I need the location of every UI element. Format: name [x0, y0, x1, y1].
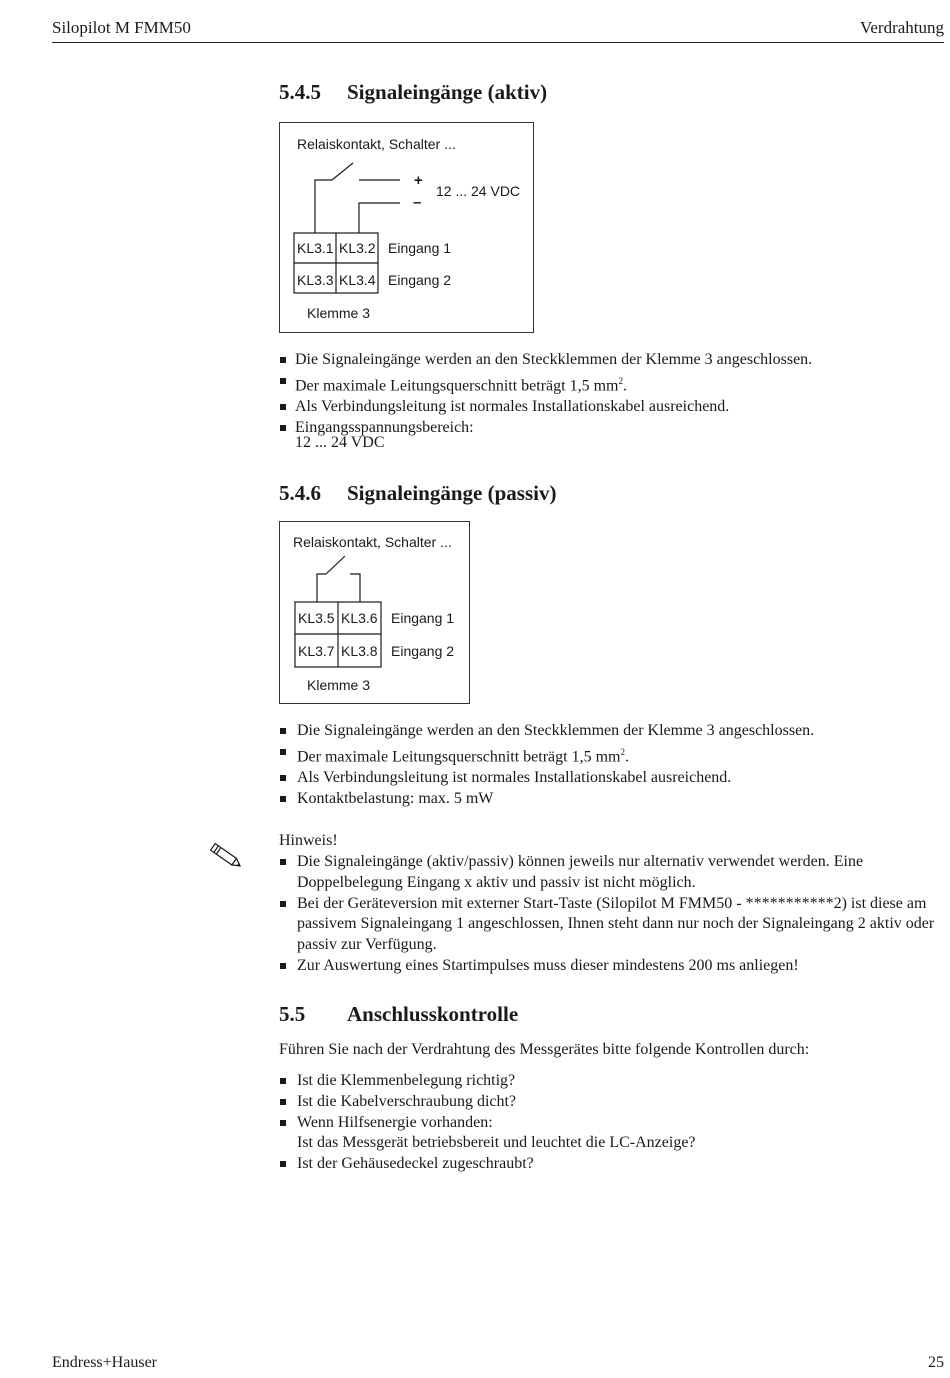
klemme-label: Klemme 3 [307, 677, 371, 693]
input-1-label: Eingang 1 [391, 610, 455, 626]
section-number: 5.4.5 [279, 80, 321, 104]
wire-right [350, 574, 360, 602]
klemme-label: Klemme 3 [307, 305, 371, 321]
list-item: Ist der Gehäusedeckel zugeschraubt? [279, 1154, 696, 1175]
voltage-label: 12 ... 24 VDC [436, 183, 521, 199]
period: . [622, 377, 627, 395]
list-item [279, 1113, 696, 1155]
superscript: 2 [620, 746, 625, 757]
switch-symbol [315, 163, 400, 233]
check-intro: Führen Sie nach der Verdrahtung des Messgerätes bitte folgende Kontrollen durch: [279, 1041, 810, 1058]
terminal-kl34: KL3.4 [339, 272, 376, 288]
list-item: Die Signaleingänge werden an den Steckklemmen der Klemme 3 angeschlossen. [279, 350, 812, 371]
switch-contact [332, 163, 353, 180]
list-item: Ist die Klemmenbelegung richtig? [279, 1071, 696, 1092]
plus-sign: + [414, 172, 423, 189]
section-title: Anschlusskontrolle [347, 1002, 519, 1026]
terminal-kl31: KL3.1 [297, 240, 334, 256]
superscript: 2 [618, 375, 623, 386]
minus-sign: – [413, 194, 422, 211]
section-number: 5.5 [279, 1002, 306, 1026]
list-item: Ist die Kabelverschraubung dicht? [279, 1092, 696, 1113]
header-product: Silopilot M FMM50 [52, 18, 191, 37]
passive-wiring-svg [280, 522, 469, 703]
list-item-text: Der maximale Leitungsquerschnitt beträgt 1,5 mm [297, 748, 621, 766]
pencil-icon-svg [206, 840, 246, 872]
section-title: Signaleingänge (aktiv) [347, 80, 548, 104]
list-item: Die Signaleingänge (aktiv/passiv) können jeweils nur alternativ verwendet werden. Eine Doppelbelegung Eingang x aktiv und passiv ist nicht möglich. [279, 852, 944, 894]
list-item-text: Wenn Hilfsenergie vorhanden: [297, 1113, 493, 1131]
list-item: Bei der Geräteversion mit externer Start-Taste (Silopilot M FMM50 - ***********2) ist diese am passivem Signaleingang 1 angeschlossen, Ihnen steht dann nur noch der Signaleingang 2 aktiv oder passiv zur Verfügung. [279, 894, 944, 956]
switch-symbol [317, 556, 360, 602]
terminal-kl38: KL3.8 [341, 643, 378, 659]
wire-minus [359, 203, 400, 233]
wire-left [317, 574, 326, 602]
terminal-kl33: KL3.3 [297, 272, 334, 288]
list-item: Als Verbindungsleitung ist normales Installationskabel ausreichend. [279, 397, 812, 418]
check-bullets [279, 1071, 696, 1175]
passive-bullets [279, 721, 814, 810]
section-number: 5.4.6 [279, 481, 321, 505]
input-1-label: Eingang 1 [388, 240, 452, 256]
page-number: 25 [928, 1354, 944, 1371]
note-title: Hinweis! [279, 832, 338, 849]
terminal-kl36: KL3.6 [341, 610, 378, 626]
list-item: Kontaktbelastung: max. 5 mW [279, 789, 814, 810]
section-heading-546 [279, 481, 556, 506]
switch-contact [326, 556, 345, 574]
list-item: Eingangsspannungsbereich: [279, 418, 812, 439]
input-2-label: Eingang 2 [391, 643, 455, 659]
diagram-caption: Relaiskontakt, Schalter ... [293, 534, 452, 550]
wire-left [315, 180, 332, 233]
section-heading-545 [279, 80, 547, 105]
list-item: Zur Auswertung eines Startimpulses muss dieser mindestens 200 ms anliegen! [279, 956, 944, 977]
diagram-caption: Relaiskontakt, Schalter ... [297, 136, 456, 152]
list-item [279, 371, 812, 397]
active-input-diagram [279, 122, 534, 333]
terminal-kl35: KL3.5 [298, 610, 335, 626]
section-title: Signaleingänge (passiv) [347, 481, 557, 505]
header-chapter: Verdrahtung [859, 18, 944, 37]
footer-brand: Endress+Hauser [52, 1354, 157, 1371]
pencil-icon [206, 840, 246, 872]
active-wiring-svg [280, 123, 533, 332]
active-bullets [279, 350, 812, 439]
terminal-kl32: KL3.2 [339, 240, 376, 256]
list-item [279, 742, 814, 768]
period: . [624, 748, 629, 766]
passive-input-diagram [279, 521, 470, 704]
header-rule [52, 42, 944, 43]
list-item: Die Signaleingänge werden an den Steckklemmen der Klemme 3 angeschlossen. [279, 721, 814, 742]
list-item-continuation: Ist das Messgerät betriebsbereit und leuchtet die LC-Anzeige? [297, 1134, 696, 1152]
voltage-range: 12 ... 24 VDC [295, 434, 385, 451]
input-2-label: Eingang 2 [388, 272, 452, 288]
note-bullets [279, 852, 944, 977]
list-item: Als Verbindungsleitung ist normales Installationskabel ausreichend. [279, 768, 814, 789]
section-heading-55 [279, 1002, 518, 1027]
list-item-text: Der maximale Leitungsquerschnitt beträgt 1,5 mm [295, 377, 619, 395]
terminal-kl37: KL3.7 [298, 643, 335, 659]
